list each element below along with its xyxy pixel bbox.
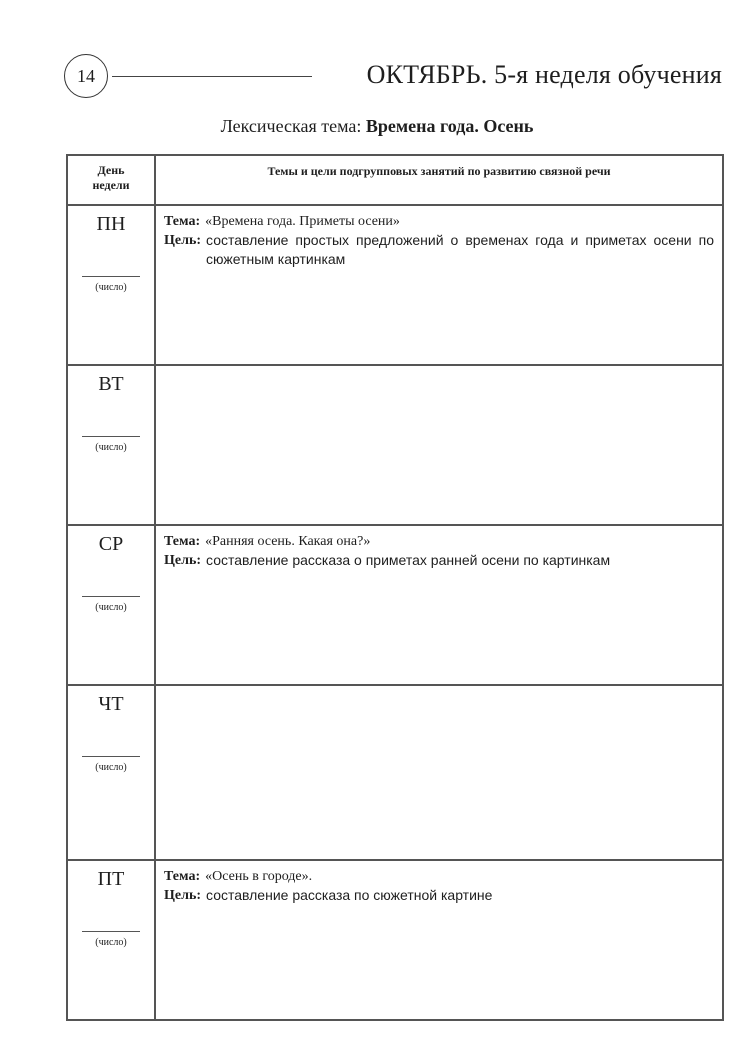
weekly-plan-table [66, 154, 724, 1021]
table-row [67, 365, 723, 525]
topic-cell [155, 205, 723, 365]
table-row [67, 205, 723, 365]
date-label: (число) [95, 442, 127, 453]
topic-key: Тема: [164, 534, 201, 549]
column-header-topics: Темы и цели подгрупповых занятий по развитию связной речи [155, 155, 723, 205]
topic-text: «Осень в городе». [205, 869, 313, 884]
topic-key: Тема: [164, 869, 201, 884]
goal-key: Цель: [164, 553, 202, 568]
goal-line [164, 886, 714, 905]
topic-line [164, 532, 714, 551]
day-name: ПТ [97, 868, 125, 890]
goal-key: Цель: [164, 233, 202, 248]
topic-cell-empty [155, 365, 723, 525]
day-cell [67, 365, 155, 525]
topic-cell [155, 525, 723, 685]
lexical-theme-value: Времена года. Осень [365, 116, 534, 136]
page-title: ОКТЯБРЬ. 5-я неделя обучения [366, 60, 722, 89]
topic-text: «Времена года. Приметы осени» [205, 214, 400, 229]
date-line [82, 596, 140, 597]
day-name: ПН [96, 213, 126, 235]
date-label: (число) [95, 762, 127, 773]
table-row [67, 860, 723, 1020]
topic-line [164, 212, 714, 231]
table-header-row [67, 155, 723, 205]
date-label: (число) [95, 602, 127, 613]
goal-key: Цель: [164, 888, 202, 903]
date-line [82, 436, 140, 437]
day-cell [67, 525, 155, 685]
goal-text: составление простых предложений о временах года и приметах осени по сюжетным картинкам [206, 232, 714, 267]
day-name: ЧТ [98, 693, 124, 715]
goal-text: составление рассказа по сюжетной картине [206, 887, 493, 903]
header-rule [112, 76, 312, 77]
topic-cell [155, 860, 723, 1020]
day-cell [67, 205, 155, 365]
lexical-theme-label: Лексическая тема: [220, 116, 362, 136]
topic-cell-empty [155, 685, 723, 860]
lexical-theme [0, 116, 754, 137]
date-line [82, 756, 140, 757]
day-name: СР [98, 533, 124, 555]
goal-text: составление рассказа о приметах ранней осени по картинкам [206, 552, 611, 568]
day-name: ВТ [98, 373, 124, 395]
column-header-day [67, 155, 155, 205]
column-header-day-line1: День [97, 163, 125, 177]
topic-key: Тема: [164, 214, 201, 229]
day-cell [67, 860, 155, 1020]
table-row [67, 685, 723, 860]
topic-text: «Ранняя осень. Какая она?» [205, 534, 371, 549]
page-number: 14 [64, 54, 108, 98]
date-line [82, 276, 140, 277]
day-cell [67, 685, 155, 860]
date-line [82, 931, 140, 932]
goal-line [164, 551, 714, 570]
column-header-day-line2: недели [92, 178, 130, 192]
goal-line [164, 231, 714, 269]
table-row [67, 525, 723, 685]
date-label: (число) [95, 937, 127, 948]
topic-line [164, 867, 714, 886]
date-label: (число) [95, 282, 127, 293]
